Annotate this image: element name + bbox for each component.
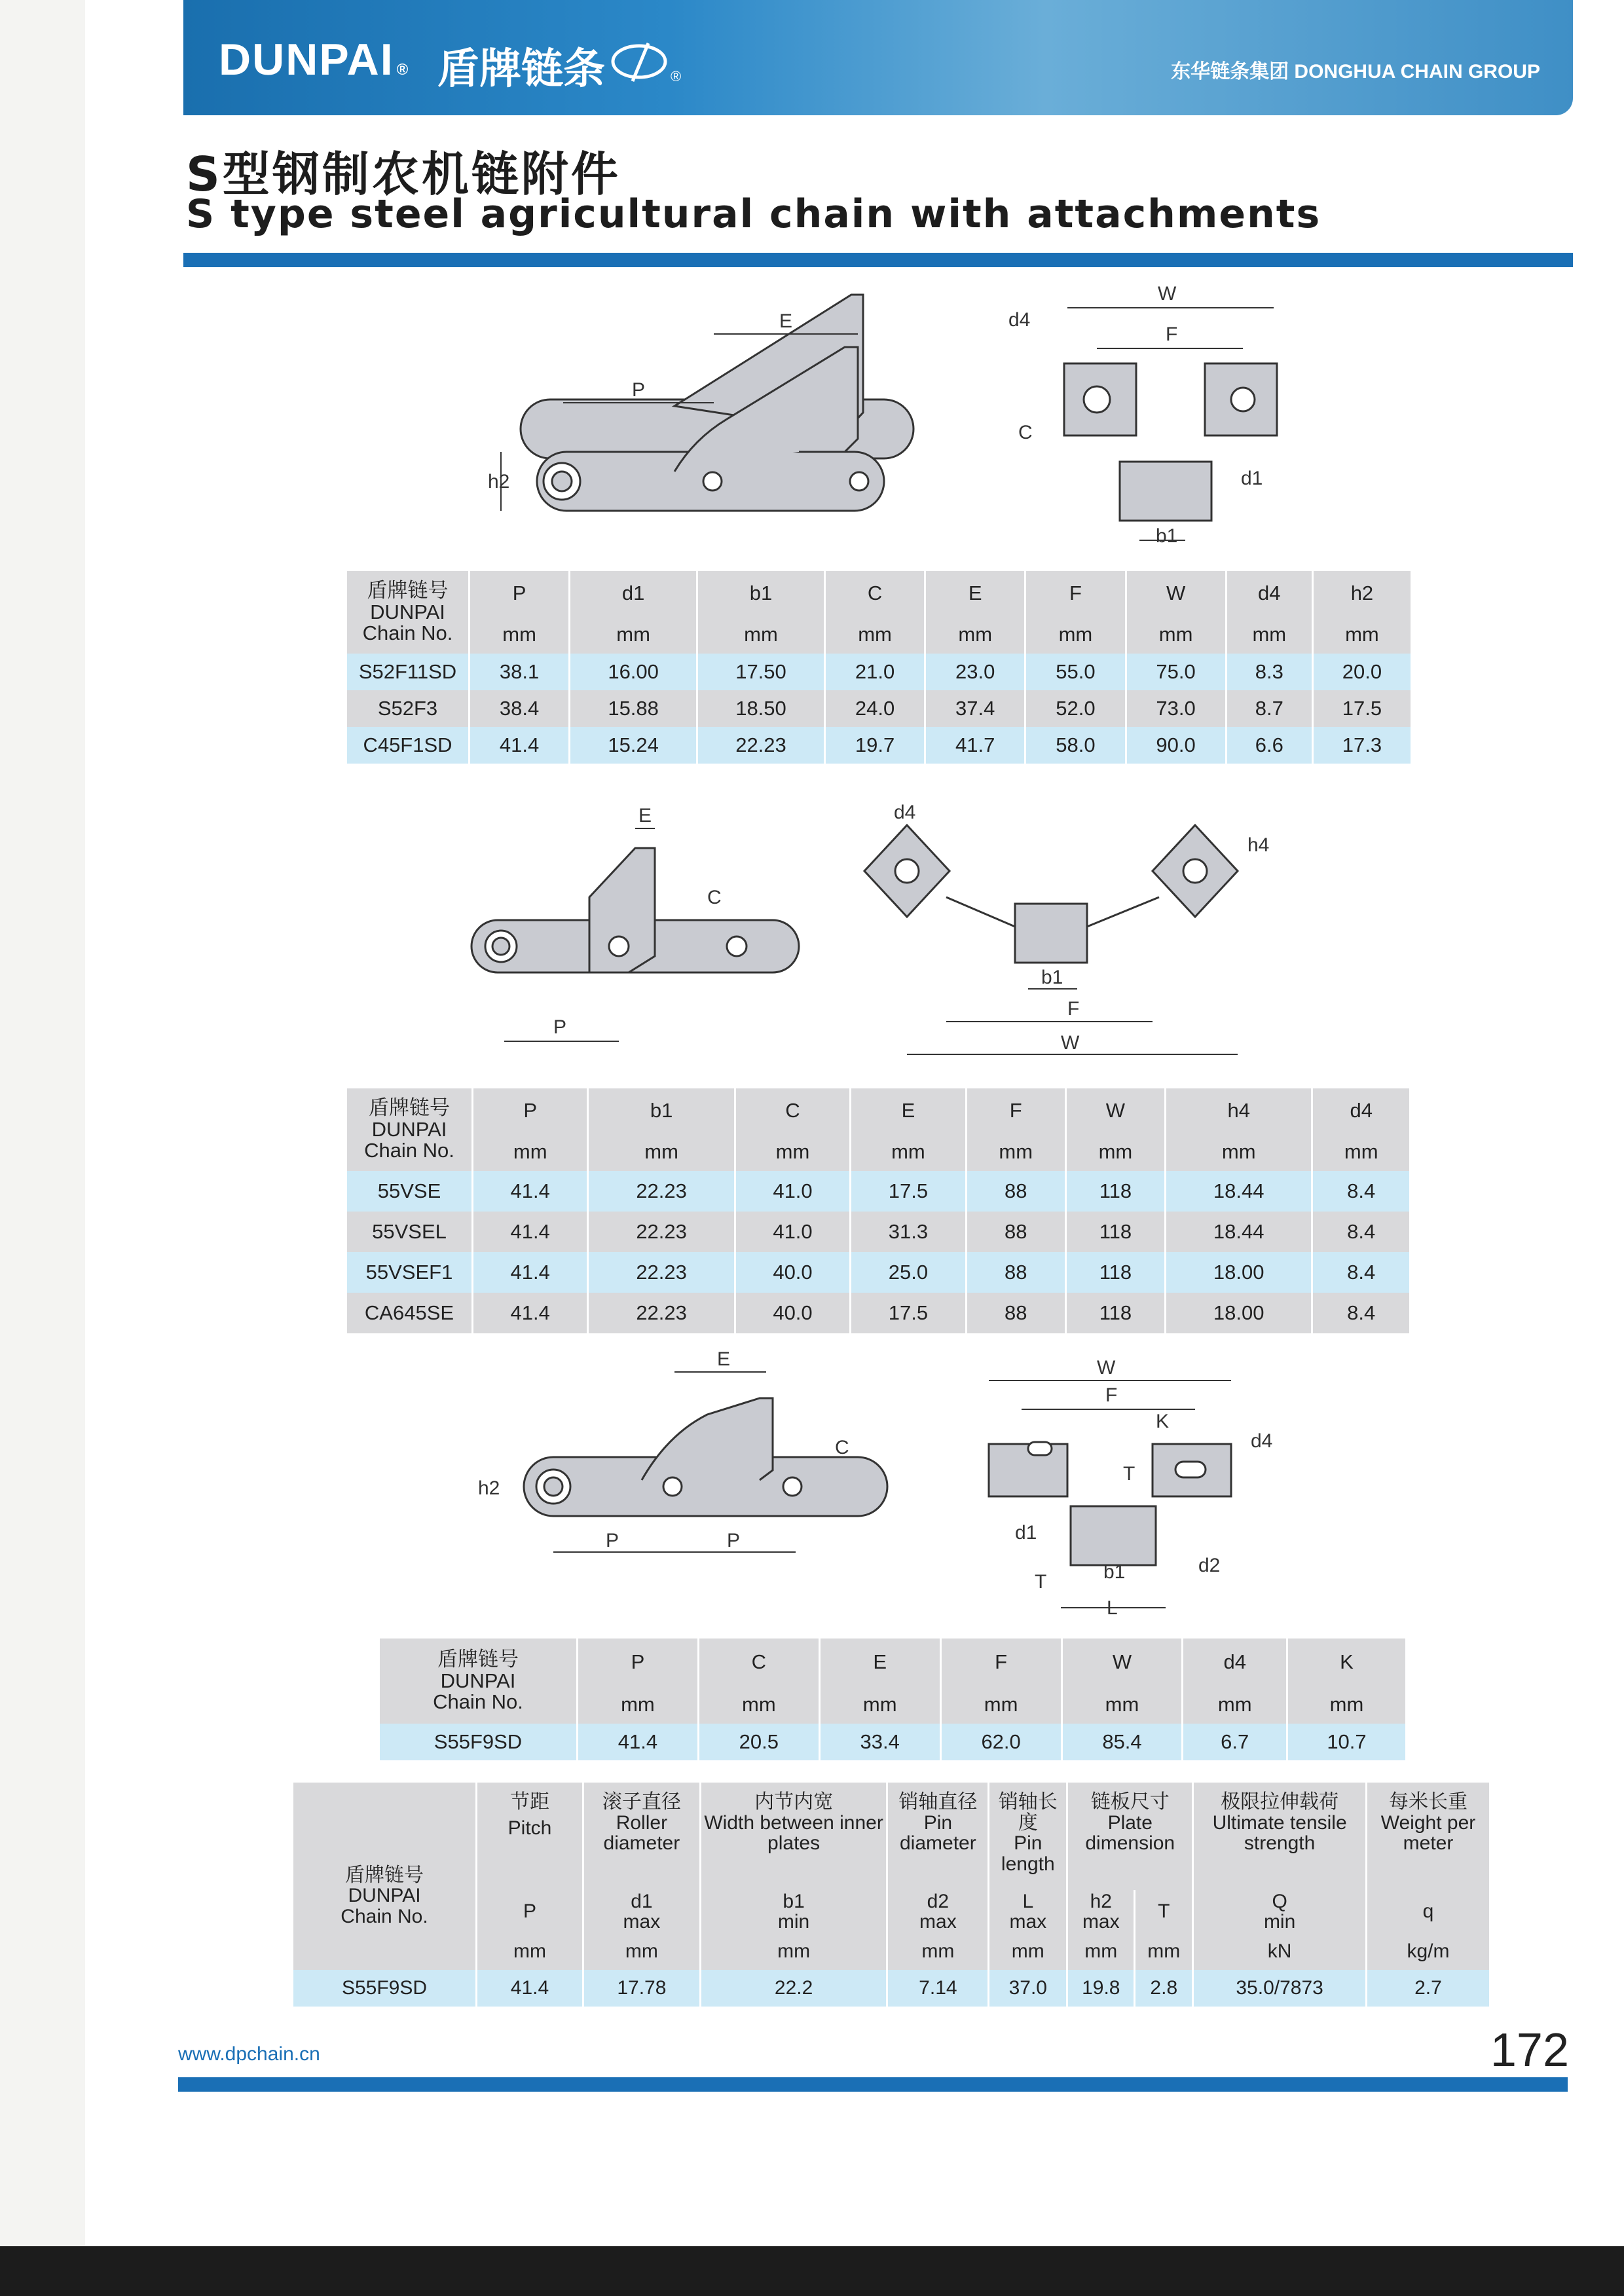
unit-cell: mm — [583, 1933, 701, 1970]
dim-label: d4 — [1251, 1430, 1273, 1452]
col-header: d4 — [1350, 1098, 1373, 1122]
col-header: 内节内宽 Width between inner plates — [700, 1783, 887, 1890]
unit-cell: kN — [1193, 1933, 1367, 1970]
symbol-cell: q — [1422, 1900, 1434, 1923]
dp-logo-icon — [608, 34, 686, 86]
page-number: 172 — [1490, 2024, 1569, 2077]
col-header: d1 — [570, 571, 697, 616]
symbol-cell: d2 max — [887, 1890, 989, 1933]
col-header: W — [1126, 571, 1226, 616]
svg-text:®: ® — [671, 68, 682, 84]
dim-label: W — [1061, 1032, 1080, 1054]
dim-label: E — [638, 805, 652, 826]
unit-cell: mm — [887, 1933, 989, 1970]
dim-label: h2 — [488, 471, 510, 492]
dim-label: b1 — [1156, 525, 1178, 547]
col-header: W — [1065, 1088, 1165, 1133]
page-title-en: S type steel agricultural chain with attachments — [186, 191, 1321, 237]
dim-label: d4 — [894, 802, 916, 823]
col-header: F — [940, 1639, 1061, 1686]
unit-cell: mm — [1226, 616, 1312, 654]
unit-cell: mm — [1061, 1686, 1183, 1724]
dim-label: K — [1156, 1411, 1170, 1432]
col-header: P — [578, 1639, 699, 1686]
scan-edge — [0, 2246, 1624, 2296]
unit-cell: mm — [698, 1686, 819, 1724]
dim-label: d1 — [1241, 468, 1263, 489]
col-header: b1 — [588, 1088, 735, 1133]
table-row: 55VSEF1 41.4 22.23 40.0 25.0 88 118 18.00 8.4 — [347, 1252, 1409, 1293]
unit-cell: mm — [697, 616, 825, 654]
col-header: P — [470, 571, 570, 616]
table-row: S55F9SD 41.4 20.5 33.4 62.0 85.4 6.7 10.7 — [380, 1724, 1405, 1760]
unit-cell: mm — [1344, 1139, 1378, 1163]
unit-cell: mm — [578, 1686, 699, 1724]
dim-label: L — [1107, 1597, 1118, 1619]
chain-no-header: 盾牌链号 DUNPAI Chain No. — [380, 1639, 578, 1724]
dim-label: T — [1035, 1571, 1047, 1593]
diagram-3 — [458, 1349, 1323, 1631]
diagram-2 — [458, 799, 1310, 1067]
dim-label: W — [1158, 283, 1177, 305]
table-row: C45F1SD 41.4 15.24 22.23 19.7 41.7 58.0 90.0 6.6 17.3 — [347, 727, 1411, 764]
col-header: E — [925, 571, 1025, 616]
unit-cell: mm — [940, 1686, 1061, 1724]
symbol-cell: L max — [989, 1890, 1067, 1933]
dim-label: E — [779, 310, 793, 332]
unit-cell: mm — [1329, 1692, 1364, 1716]
table-row: S55F9SD 41.4 17.78 22.2 7.14 37.0 19.8 2.8 35.0/7873 2.7 — [293, 1970, 1489, 2007]
chain-no-header: 盾牌链号 DUNPAI Chain No. — [347, 1088, 473, 1171]
col-header: d4 — [1226, 571, 1312, 616]
col-header: C — [698, 1639, 819, 1686]
dim-label: C — [707, 887, 722, 908]
dim-label: T — [1123, 1463, 1135, 1485]
header-banner — [183, 0, 1573, 115]
dim-label: b1 — [1041, 967, 1063, 988]
unit-cell: mm — [925, 616, 1025, 654]
unit-cell: mm — [570, 616, 697, 654]
unit-cell: mm — [1135, 1933, 1193, 1970]
col-header: W — [1061, 1639, 1183, 1686]
dim-label: d1 — [1015, 1522, 1037, 1544]
col-header: 销轴长度 Pin length — [989, 1783, 1067, 1890]
table-row: 55VSE 41.4 22.23 41.0 17.5 88 118 18.44 8.4 — [347, 1171, 1409, 1212]
col-header: 节距 Pitch — [477, 1783, 583, 1890]
spec-table-2 — [347, 1088, 1409, 1333]
dim-label: b1 — [1103, 1561, 1126, 1583]
col-header: 链板尺寸 Plate dimension — [1067, 1783, 1193, 1890]
col-header: K — [1340, 1650, 1354, 1673]
symbol-cell: h2 max — [1067, 1890, 1135, 1933]
symbol-cell: T — [1135, 1890, 1193, 1933]
symbol-cell: d1 max — [583, 1890, 701, 1933]
dim-label: d4 — [1008, 309, 1031, 331]
col-header: 销轴直径 Pin diameter — [887, 1783, 989, 1890]
footer-url[interactable]: www.dpchain.cn — [178, 2043, 320, 2065]
chain-no-header: 盾牌链号 DUNPAI Chain No. — [293, 1783, 477, 1970]
table-row: CA645SE 41.4 22.23 40.0 17.5 88 118 18.00 8.4 — [347, 1293, 1409, 1333]
unit-cell: mm — [819, 1686, 940, 1724]
unit-cell: mm — [1126, 616, 1226, 654]
unit-cell: mm — [824, 616, 925, 654]
dim-label: P — [606, 1530, 619, 1551]
col-header: C — [735, 1088, 850, 1133]
brand-chinese: 盾牌链条 — [437, 45, 605, 94]
dim-label: h4 — [1247, 834, 1270, 856]
symbol-cell: Q min — [1193, 1890, 1367, 1933]
col-header: h2 — [1350, 581, 1374, 604]
unit-cell: mm — [735, 1133, 850, 1171]
unit-cell: mm — [477, 1933, 583, 1970]
brand-logo: DUNPAI ® — [219, 35, 410, 84]
table-row: S52F3 38.4 15.88 18.50 24.0 37.4 52.0 73.0 8.7 17.5 — [347, 690, 1411, 727]
page-title-cn: S型钢制农机链附件 — [186, 147, 621, 202]
col-header: F — [966, 1088, 1065, 1133]
unit-cell: mm — [989, 1933, 1067, 1970]
diagram-1 — [458, 275, 1323, 557]
chain-no-header: 盾牌链号 DUNPAI Chain No. — [347, 571, 470, 654]
unit-cell: kg/m — [1407, 1940, 1450, 1963]
dim-label: P — [727, 1530, 741, 1551]
dim-label: E — [717, 1349, 731, 1370]
spec-table-1 — [347, 571, 1411, 764]
dim-label: P — [553, 1016, 567, 1038]
unit-cell: mm — [851, 1133, 966, 1171]
unit-cell: mm — [700, 1933, 887, 1970]
symbol-cell: b1 min — [700, 1890, 887, 1933]
unit-cell: mm — [470, 616, 570, 654]
spec-table-3 — [380, 1639, 1405, 1760]
table-row: 55VSEL 41.4 22.23 41.0 31.3 88 118 18.44 8.4 — [347, 1212, 1409, 1252]
unit-cell: mm — [1067, 1933, 1135, 1970]
dim-label: W — [1097, 1357, 1116, 1379]
col-header: 每米长重 Weight per meter — [1380, 1791, 1476, 1854]
title-rule — [183, 253, 1573, 267]
col-header: 极限拉伸载荷 Ultimate tensile strength — [1193, 1783, 1367, 1890]
unit-cell: mm — [473, 1133, 588, 1171]
col-header: h4 — [1166, 1088, 1312, 1133]
col-header: C — [824, 571, 925, 616]
dim-label: C — [835, 1437, 849, 1458]
unit-cell: mm — [588, 1133, 735, 1171]
symbol-cell: P — [477, 1890, 583, 1933]
unit-cell: mm — [1025, 616, 1126, 654]
table-row: S52F11SD 38.1 16.00 17.50 21.0 23.0 55.0 75.0 8.3 20.0 — [347, 654, 1411, 690]
dim-label: F — [1067, 998, 1080, 1020]
col-header: E — [819, 1639, 940, 1686]
dim-label: d2 — [1198, 1555, 1221, 1576]
dim-label: F — [1166, 324, 1178, 345]
unit-cell: mm — [1183, 1686, 1287, 1724]
col-header: d4 — [1183, 1639, 1287, 1686]
unit-cell: mm — [1345, 622, 1379, 646]
dim-label: P — [632, 379, 646, 401]
dim-label: h2 — [478, 1477, 500, 1499]
dim-label: F — [1105, 1384, 1118, 1406]
footer-rule — [178, 2077, 1568, 2092]
col-header: b1 — [697, 571, 825, 616]
group-name: 东华链条集团 DONGHUA CHAIN GROUP — [1171, 61, 1540, 83]
spec-table-4 — [293, 1783, 1489, 2007]
col-header: P — [473, 1088, 588, 1133]
col-header: 滚子直径 Roller diameter — [583, 1783, 701, 1890]
unit-cell: mm — [966, 1133, 1065, 1171]
col-header: F — [1025, 571, 1126, 616]
unit-cell: mm — [1166, 1133, 1312, 1171]
unit-cell: mm — [1065, 1133, 1165, 1171]
dim-label: C — [1018, 422, 1033, 443]
col-header: E — [851, 1088, 966, 1133]
